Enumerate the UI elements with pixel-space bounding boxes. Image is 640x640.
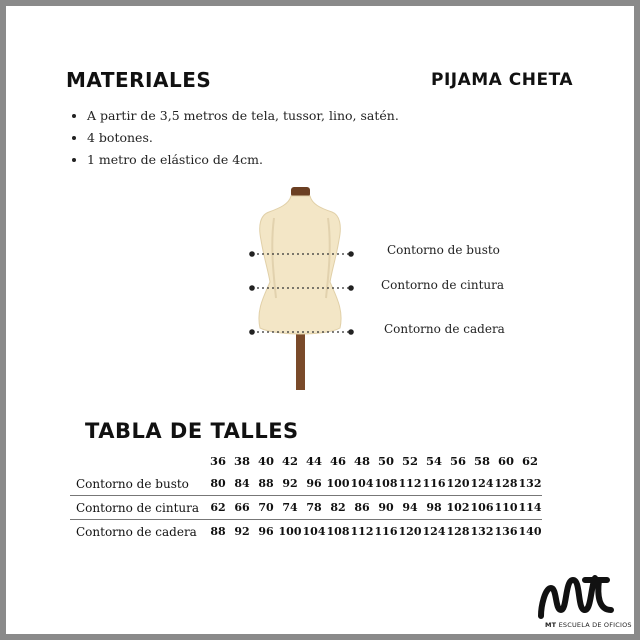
table-cell: 86	[350, 496, 374, 520]
form-stand	[296, 328, 305, 390]
table-cell: 132	[518, 477, 542, 490]
table-cell: 114	[518, 496, 542, 520]
size-header: 60	[497, 453, 514, 468]
materiales-title: MATERIALES	[66, 68, 212, 92]
logo-text: MT ESCUELA DE OFICIOS	[545, 621, 632, 629]
list-item: • 1 metro de elástico de 4cm.	[87, 152, 399, 167]
product-title: PIJAMA CHETA	[431, 70, 574, 90]
table-row	[70, 496, 542, 520]
table-row	[70, 520, 542, 544]
size-header: 50	[377, 453, 394, 468]
list-item: • 4 botones.	[87, 130, 399, 145]
size-header: 44	[305, 453, 322, 468]
size-header: 42	[281, 453, 298, 468]
table-cell: 62	[206, 496, 230, 520]
size-table-title: TABLA DE TALLES	[85, 419, 299, 443]
table-cell: 132	[470, 525, 494, 538]
dress-form-illustration	[236, 178, 376, 394]
size-header: 38	[233, 453, 250, 468]
table-cell: 108	[374, 477, 398, 490]
size-header: 56	[449, 453, 466, 468]
table-cell: 102	[446, 496, 470, 520]
table-cell: 100	[326, 477, 350, 490]
size-header: 62	[521, 453, 538, 468]
list-item: • A partir de 3,5 metros de tela, tussor, lino, satén.	[87, 108, 399, 123]
size-header: 36	[209, 453, 226, 468]
table-cell: 90	[374, 496, 398, 520]
table-cell: 116	[422, 477, 446, 490]
table-cell: 120	[446, 477, 470, 490]
table-cell: 82	[326, 496, 350, 520]
table-cell: 94	[398, 496, 422, 520]
table-cell: 128	[446, 525, 470, 538]
table-cell: 108	[326, 525, 350, 538]
table-cell: 136	[494, 525, 518, 538]
table-cell: 92	[234, 525, 250, 538]
table-row	[70, 472, 542, 496]
table-cell: 80	[210, 477, 226, 490]
table-cell: 92	[282, 477, 298, 490]
table-cell: 124	[470, 477, 494, 490]
waist-label: Contorno de cintura	[381, 278, 505, 292]
table-cell: 96	[306, 477, 322, 490]
size-header: 40	[257, 453, 274, 468]
table-cell: 70	[254, 496, 278, 520]
table-cell: 96	[258, 525, 274, 538]
table-cell: 110	[494, 496, 518, 520]
table-cell: 74	[278, 496, 302, 520]
size-header: 58	[473, 453, 490, 468]
size-header: 54	[425, 453, 442, 468]
document-page	[6, 6, 634, 634]
row-label: Contorno de cadera	[76, 524, 197, 539]
table-cell: 84	[234, 477, 250, 490]
table-cell: 106	[470, 496, 494, 520]
hip-label: Contorno de cadera	[384, 322, 505, 336]
table-cell: 124	[422, 525, 446, 538]
table-cell: 112	[350, 525, 374, 538]
size-header: 48	[353, 453, 370, 468]
table-cell: 66	[230, 496, 254, 520]
table-cell: 112	[398, 477, 422, 490]
table-cell: 100	[278, 525, 302, 538]
size-header-row	[70, 449, 542, 472]
table-cell: 140	[518, 525, 542, 538]
size-table	[70, 449, 542, 543]
table-cell: 116	[374, 525, 398, 538]
row-label: Contorno de busto	[76, 476, 189, 491]
size-header: 46	[329, 453, 346, 468]
materials-list	[67, 108, 399, 174]
size-header: 52	[401, 453, 418, 468]
table-cell: 128	[494, 477, 518, 490]
table-cell: 78	[302, 496, 326, 520]
table-cell: 88	[210, 525, 226, 538]
bust-label: Contorno de busto	[387, 243, 500, 257]
table-cell: 104	[302, 525, 326, 538]
row-label: Contorno de cintura	[70, 496, 206, 520]
table-cell: 104	[350, 477, 374, 490]
table-cell: 120	[398, 525, 422, 538]
table-cell: 98	[422, 496, 446, 520]
table-cell: 88	[258, 477, 274, 490]
